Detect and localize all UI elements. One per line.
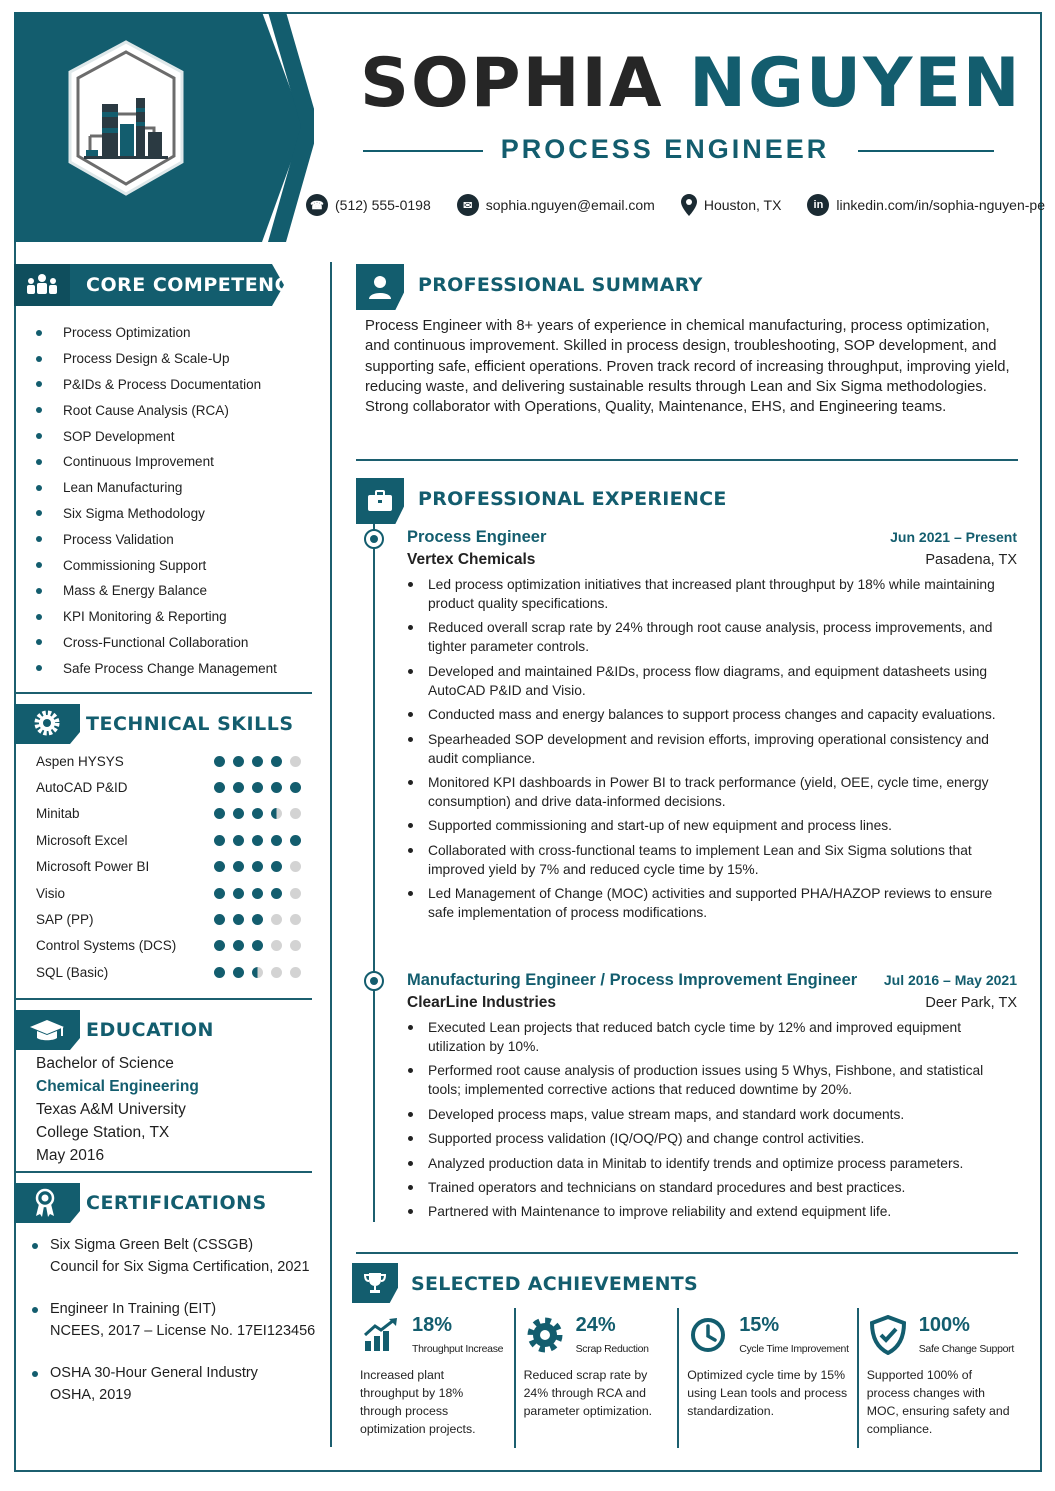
summary-banner xyxy=(356,264,404,310)
skill-name: SAP (PP) xyxy=(36,912,94,928)
location-pin-icon xyxy=(681,194,697,216)
achievement-text: Supported 100% of process changes with MOC, ensuring safety and compliance. xyxy=(866,1368,1010,1436)
list-item: Developed process maps, value stream maps, and standard work documents. xyxy=(407,1105,1017,1124)
trophy-icon xyxy=(363,1271,387,1295)
rating-dot xyxy=(214,967,225,978)
email-icon: ✉ xyxy=(457,194,479,216)
shield-check-icon xyxy=(867,1314,909,1356)
major: Chemical Engineering xyxy=(36,1078,199,1095)
competencies-title: CORE COMPETENCIES xyxy=(86,274,325,296)
rating-dot xyxy=(252,861,263,872)
company: Vertex Chemicals xyxy=(407,551,536,568)
skill-name: SQL (Basic) xyxy=(36,964,109,980)
rating-dot xyxy=(252,782,263,793)
skill-rating xyxy=(214,835,301,846)
rating-dot xyxy=(290,756,301,767)
cert-detail: Council for Six Sigma Certification, 2021 xyxy=(50,1259,310,1275)
rating-dot xyxy=(290,835,301,846)
skill-name: Microsoft Excel xyxy=(36,832,128,848)
list-item: Partnered with Maintenance to improve reliability and extend equipment life. xyxy=(407,1202,1017,1221)
skill-row xyxy=(36,748,301,774)
list-item: Process Optimization xyxy=(36,320,277,346)
achievement-label: Throughput Increase xyxy=(412,1343,504,1355)
achievement-text: Increased plant throughput by 18% through process optimization projects. xyxy=(360,1368,476,1436)
rating-dot xyxy=(214,940,225,951)
summary-text: Process Engineer with 8+ years of experience in chemical manufacturing, process optimization, and continuous improvement. Skilled in process design, troubleshooting, SOP development, and supporting safe, efficient operations. Proven track record of increasing throughput, improving yield, reducing waste, and delivering sustainable results through Lean and Six Sigma methodologies. Strong collaborator with Operations, Quality, Maintenance, EHS, and Engineering teams. xyxy=(365,318,1010,416)
rating-dot xyxy=(214,914,225,925)
certifications-banner xyxy=(14,1183,80,1223)
skill-row xyxy=(36,959,301,985)
linkedin-icon: in xyxy=(807,194,829,216)
list-item: P&IDs & Process Documentation xyxy=(36,372,277,398)
achievements-banner xyxy=(352,1263,398,1303)
cert-name: Six Sigma Green Belt (CSSGB) xyxy=(50,1237,254,1253)
rating-dot xyxy=(214,835,225,846)
achievements-title: SELECTED ACHIEVEMENTS xyxy=(411,1273,699,1295)
skill-rating xyxy=(214,861,301,872)
cert-detail: NCEES, 2017 – License No. 17EI123456 xyxy=(50,1323,316,1339)
list-item: Led Management of Change (MOC) activities and supported PHA/HAZOP reviews to ensure safe implementation of process modifications. xyxy=(407,884,1017,922)
rating-dot xyxy=(271,967,282,978)
achievement-label: Scrap Reduction xyxy=(575,1343,649,1355)
experience-title: PROFESSIONAL EXPERIENCE xyxy=(418,488,727,510)
skill-row xyxy=(36,854,301,880)
certifications-title: CERTIFICATIONS xyxy=(86,1192,267,1214)
list-item: SOP Development xyxy=(36,423,277,449)
rating-dot xyxy=(252,888,263,899)
rating-dot xyxy=(290,967,301,978)
rating-dot xyxy=(214,756,225,767)
phone-icon: ☎ xyxy=(306,194,328,216)
contact-linkedin[interactable] xyxy=(807,194,1045,216)
skill-name: Visio xyxy=(36,885,66,901)
last-name: NGUYEN xyxy=(689,44,1022,123)
section-divider xyxy=(356,459,1018,461)
competencies-list xyxy=(36,320,277,681)
timeline-node xyxy=(364,529,384,549)
job-dates: Jun 2021 – Present xyxy=(890,529,1017,545)
list-item: Lean Manufacturing xyxy=(36,475,277,501)
job-title: Manufacturing Engineer / Process Improvement Engineer xyxy=(407,971,858,989)
job-title: Process Engineer xyxy=(407,528,547,546)
job-dates: Jul 2016 – May 2021 xyxy=(883,972,1017,988)
gear-icon xyxy=(37,713,57,733)
achievement-text: Optimized cycle time by 15% using Lean tools and process standardization. xyxy=(687,1368,848,1418)
rating-dot xyxy=(271,808,282,819)
skills-title: TECHNICAL SKILLS xyxy=(86,713,294,735)
list-item: Commissioning Support xyxy=(36,552,277,578)
achievement-value: 18% xyxy=(412,1314,453,1336)
header-band xyxy=(14,12,314,242)
skill-name: Microsoft Power BI xyxy=(36,859,150,875)
section-divider xyxy=(14,998,312,1000)
rating-dot xyxy=(233,940,244,951)
rating-dot xyxy=(290,861,301,872)
achievements-row xyxy=(352,1308,1022,1448)
rating-dot xyxy=(252,940,263,951)
rating-dot xyxy=(271,861,282,872)
rating-dot xyxy=(233,835,244,846)
rating-dot xyxy=(252,835,263,846)
school: Texas A&M University xyxy=(36,1101,186,1118)
list-item: Six Sigma Methodology xyxy=(36,501,277,527)
job-entry xyxy=(407,971,1017,1227)
skill-rating xyxy=(214,782,301,793)
skill-name: Control Systems (DCS) xyxy=(36,938,177,954)
achievement-text: Reduced scrap rate by 24% through RCA and parameter optimization. xyxy=(523,1368,653,1418)
rating-dot xyxy=(290,914,301,925)
education-title: EDUCATION xyxy=(86,1019,214,1041)
list-item: Cross-Functional Collaboration xyxy=(36,630,277,656)
certifications-list xyxy=(32,1234,322,1426)
experience-banner xyxy=(356,478,404,524)
list-item: Collaborated with cross-functional teams to implement Lean and Six Sigma solutions that improved yield by 7% and reduced cycle time by 15%. xyxy=(407,841,1017,879)
graduation-date: May 2016 xyxy=(36,1147,105,1164)
list-item: Process Design & Scale-Up xyxy=(36,346,277,372)
achievement-card xyxy=(857,1308,1022,1448)
skill-rating xyxy=(214,888,301,899)
rating-dot xyxy=(271,835,282,846)
list-item: Supported commissioning and start-up of new equipment and process lines. xyxy=(407,816,1017,835)
skill-row xyxy=(36,880,301,906)
contact-phone[interactable] xyxy=(306,194,431,216)
rating-dot xyxy=(214,808,225,819)
rating-dot xyxy=(252,808,263,819)
cert-name: OSHA 30-Hour General Industry xyxy=(50,1365,258,1381)
first-name: SOPHIA xyxy=(360,44,664,123)
degree: Bachelor of Science xyxy=(36,1055,174,1072)
list-item: Safe Process Change Management xyxy=(36,655,277,681)
list-item: Continuous Improvement xyxy=(36,449,277,475)
achievement-card xyxy=(352,1308,514,1448)
list-item xyxy=(32,1234,322,1278)
section-divider xyxy=(356,1252,1018,1254)
rating-dot xyxy=(233,756,244,767)
cert-detail: OSHA, 2019 xyxy=(50,1387,132,1403)
timeline-line xyxy=(373,524,375,1222)
candidate-name xyxy=(360,44,1022,123)
job-location: Deer Park, TX xyxy=(925,995,1017,1011)
list-item: Monitored KPI dashboards in Power BI to track performance (yield, OEE, cycle time, energy consumption) and drive data-informed decisions. xyxy=(407,773,1017,811)
cert-name: Engineer In Training (EIT) xyxy=(50,1301,217,1317)
rating-dot xyxy=(233,782,244,793)
location-text: Houston, TX xyxy=(703,197,782,213)
rating-dot xyxy=(290,808,301,819)
education-block xyxy=(36,1052,199,1167)
linkedin-text: linkedin.com/in/sophia-nguyen-pe xyxy=(836,197,1045,213)
rating-dot xyxy=(271,888,282,899)
gear-icon xyxy=(524,1314,566,1356)
achievement-label: Cycle Time Improvement xyxy=(739,1343,849,1355)
list-item: Executed Lean projects that reduced batch cycle time by 12% and improved equipment utilization by 10%. xyxy=(407,1018,1017,1056)
rating-dot xyxy=(290,782,301,793)
contact-bar xyxy=(306,192,1045,218)
briefcase-icon xyxy=(367,489,393,513)
rating-dot xyxy=(271,914,282,925)
skill-rating xyxy=(214,756,301,767)
list-item: KPI Monitoring & Reporting xyxy=(36,604,277,630)
timeline-node xyxy=(364,971,384,991)
rating-dot xyxy=(233,914,244,925)
rating-dot xyxy=(290,888,301,899)
contact-email[interactable] xyxy=(457,194,655,216)
list-item xyxy=(32,1362,322,1406)
achievement-value: 15% xyxy=(739,1314,780,1336)
skills-list xyxy=(36,748,301,986)
list-item xyxy=(32,1298,322,1342)
list-item: Developed and maintained P&IDs, process flow diagrams, and equipment datasheets using AutoCAD P&ID and Visio. xyxy=(407,662,1017,700)
list-item: Spearheaded SOP development and revision efforts, improving operational consistency and audit compliance. xyxy=(407,730,1017,768)
school-location: College Station, TX xyxy=(36,1124,170,1141)
achievement-card xyxy=(677,1308,857,1448)
rating-dot xyxy=(290,940,301,951)
list-item: Performed root cause analysis of production issues using 5 Whys, Fishbone, and statistical tools; implemented corrective actions that reduced downtime by 20%. xyxy=(407,1061,1017,1099)
rating-dot xyxy=(252,756,263,767)
skill-name: AutoCAD P&ID xyxy=(36,780,128,796)
rating-dot xyxy=(252,914,263,925)
skill-row xyxy=(36,774,301,800)
job-role: PROCESS ENGINEER xyxy=(500,134,830,164)
achievement-card xyxy=(514,1308,678,1448)
achievement-value: 100% xyxy=(918,1314,970,1336)
skills-banner xyxy=(14,704,80,744)
list-item: Led process optimization initiatives that increased plant throughput by 18% while maintaining product quality specifications. xyxy=(407,575,1017,613)
role-rule-right xyxy=(858,150,994,152)
skill-rating xyxy=(214,967,301,978)
list-item: Analyzed production data in Minitab to identify trends and optimize process parameters. xyxy=(407,1154,1017,1173)
column-divider xyxy=(330,262,332,1447)
job-bullets xyxy=(407,575,1017,922)
skill-row xyxy=(36,906,301,932)
rating-dot xyxy=(271,782,282,793)
skill-row xyxy=(36,801,301,827)
job-location: Pasadena, TX xyxy=(925,552,1017,568)
growth-chart-icon xyxy=(360,1314,402,1356)
rating-dot xyxy=(233,861,244,872)
education-banner xyxy=(14,1010,80,1050)
person-icon xyxy=(367,274,393,300)
section-divider xyxy=(14,692,312,694)
phone-text: (512) 555-0198 xyxy=(335,197,431,213)
skill-row xyxy=(36,827,301,853)
rating-dot xyxy=(214,782,225,793)
email-text: sophia.nguyen@email.com xyxy=(485,197,655,213)
skill-rating xyxy=(214,808,301,819)
list-item: Conducted mass and energy balances to support process changes and capacity evaluations. xyxy=(407,705,1017,724)
rating-dot xyxy=(233,967,244,978)
rating-dot xyxy=(233,808,244,819)
rating-dot xyxy=(271,940,282,951)
summary-title: PROFESSIONAL SUMMARY xyxy=(418,274,703,296)
rating-dot xyxy=(214,888,225,899)
skill-row xyxy=(36,933,301,959)
contact-location xyxy=(681,194,782,216)
skill-rating xyxy=(214,940,301,951)
rating-dot xyxy=(271,756,282,767)
rating-dot xyxy=(233,888,244,899)
skill-rating xyxy=(214,914,301,925)
achievement-value: 24% xyxy=(575,1314,616,1336)
clock-icon xyxy=(687,1314,729,1356)
list-item: Reduced overall scrap rate by 24% through root cause analysis, process improvements, and tighter parameter controls. xyxy=(407,618,1017,656)
rating-dot xyxy=(214,861,225,872)
skill-name: Aspen HYSYS xyxy=(36,753,124,769)
role-rule-left xyxy=(363,150,483,152)
skill-name: Minitab xyxy=(36,806,80,822)
company: ClearLine Industries xyxy=(407,994,557,1011)
achievement-label: Safe Change Support xyxy=(918,1343,1014,1355)
list-item: Supported process validation (IQ/OQ/PQ) and change control activities. xyxy=(407,1129,1017,1148)
job-bullets xyxy=(407,1018,1017,1221)
list-item: Mass & Energy Balance xyxy=(36,578,277,604)
rating-dot xyxy=(252,967,263,978)
section-divider xyxy=(14,1171,312,1173)
list-item: Process Validation xyxy=(36,526,277,552)
job-entry xyxy=(407,528,1017,928)
list-item: Trained operators and technicians on standard procedures and best practices. xyxy=(407,1178,1017,1197)
list-item: Root Cause Analysis (RCA) xyxy=(36,397,277,423)
